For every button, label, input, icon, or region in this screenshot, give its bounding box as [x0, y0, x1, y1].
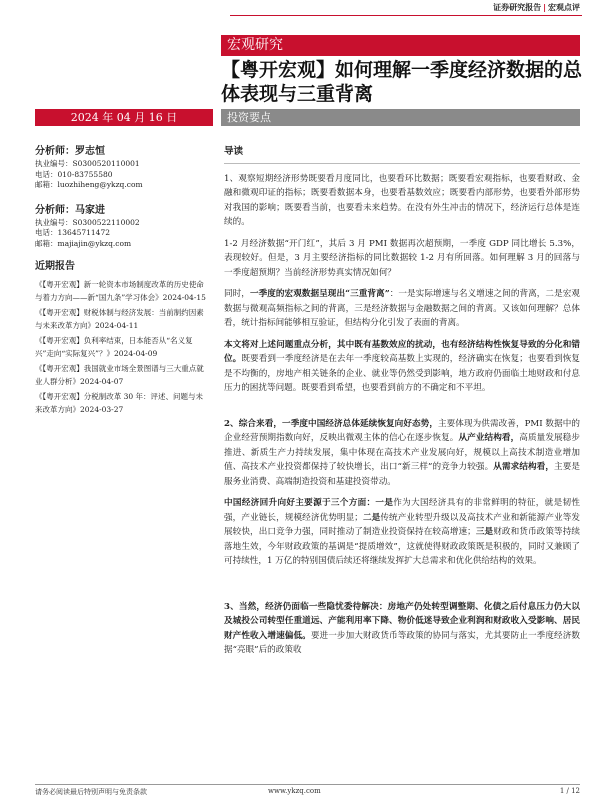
analyst-cert: 执业编号：S0300522110002 — [35, 217, 140, 227]
section-heading-investment-points: 投资要点 — [221, 109, 580, 126]
footer-disclaimer[interactable]: 请务必阅读最后特别声明与免责条款 — [35, 788, 147, 796]
lead-heading: 导读 — [224, 146, 244, 157]
lead-divider — [224, 163, 580, 164]
analyst-name: 分析师：马家进 — [35, 204, 105, 216]
footer-website[interactable]: www.ykzq.com — [268, 787, 321, 795]
analyst-phone: 电话：13645711472 — [35, 228, 110, 237]
emphasis: 本文将对上述问题重点分析，其中既有基数效应的扰动，也有经济结构性恢复导致的分化和错位。 — [224, 339, 580, 364]
paragraph-3: 同时，一季度的宏观数据呈现出“三重背离”：一是实际增速与名义增速之间的背离，二是宏观数据与微观高频指标之间的背离，三是经济数据与金融数据之间的背离。又该如何理解？总体看，统计指标间能够相互验证，但结构分化引发了表面的背离。 — [224, 289, 580, 328]
recent-reports-list — [35, 278, 210, 416]
analyst-card — [35, 204, 210, 250]
paragraph-2: 1-2 月经济数据“开门红”，其后 3 月 PMI 数据再次超预期，一季度 GDP 同比增长 5.3%，表现较好。但是，3 月主要经济指标的同比数据较 1-2 月有所回落。如何理解 3 月的回落与一季度超预期？当前经济形势真实情况如何？ — [224, 238, 580, 278]
analyst-email[interactable]: 邮箱：luozhiheng@ykzq.com — [35, 180, 143, 189]
emphasis: 3、当然，经济仍面临一些隐忧委待解决：房地产仍处转型调整期、化债之后付息压力仍大以及城投公司转型任重道远、产能利用率下降、物价低迷导致企业利润和财政收入受影响、居民财产性收入增速偏低。 — [224, 601, 580, 641]
paragraph-6: 中国经济回升向好主要源于三个方面：一是作为大国经济具有的非常鲜明的特征，就是韧性强，产业链长，规模经济优势明显；二是传统产业转型升级以及高技术产业和新能源产业等发展较快，出口竞争力强，同时推动了制造业投资保持在较高增速；三是财政和货币政策等持续落地生效，今年财政政策的基调是“提质增效”，这就使得财政政策既是积极的，同时又兼顾了可持续性，1 万亿的特别国债后续还将继续发挥扩大总需求和优化供给结构的效果。 — [224, 498, 580, 566]
recent-report-item[interactable]: 《【粤开宏观】分税制改革 30 年：评述、问题与未来改革方向》2024-03-27 — [35, 391, 204, 414]
header-separator: | — [543, 3, 546, 12]
analyst-name: 分析师：罗志恒 — [35, 146, 105, 157]
page-number: 1 / 12 — [559, 787, 580, 795]
paragraph-4: 本文将对上述问题重点分析，其中既有基数效应的扰动，也有经济结构性恢复导致的分化和错位。既要看到一季度经济是在去年一季度较高基数上实现的，经济确实在恢复；也要看到恢复是不均衡的，房地产相关链条的企业、就业等仍然受到影响，地方政府仍面临土地财政和付息压力的困扰等问题。既要看到希望，也要看到前方的不确定和不平坦。 — [224, 339, 580, 393]
category-band: 宏观研究 — [221, 35, 580, 56]
recent-report-item[interactable]: 《【粤开宏观】我国就业市场全景图谱与三大重点就业人群分析》2024-04-07 — [35, 363, 204, 386]
header-report-tag — [493, 2, 580, 13]
paragraph-1: 1、观察短期经济形势既要看月度同比，也要看环比数据；既要看宏观指标，也要看财政、金融和微观印证的指标；既要看数据本身，也要看基数效应；既要看内部形势，也要看外部形势对我国的影响；既要看当前，也要看未来趋势。在没有外生冲击的情况下，经济运行总体是连续的。 — [224, 173, 580, 227]
emphasis: 从产业结构看， — [458, 433, 520, 443]
emphasis: 二是 — [362, 512, 381, 523]
recent-report-item[interactable]: 《【粤开宏观】负利率结束，日本能否从“名义复兴”走向“实际复兴”？》2024-04-09 — [35, 335, 193, 358]
main-content — [224, 145, 580, 665]
recent-reports-heading: 近期报告 — [35, 261, 75, 272]
header-divider — [230, 15, 582, 16]
analyst-card — [35, 145, 210, 191]
footer-divider — [35, 784, 580, 785]
emphasis: 2、综合来看，一季度中国经济总体延续恢复向好态势， — [224, 418, 438, 429]
paragraph-7: 3、当然，经济仍面临一些隐忧委待解决：房地产仍处转型调整期、化债之后付息压力仍大以及城投公司转型任重道远、产能利用率下降、物价低迷导致企业利润和财政收入受影响、居民财产性收入增速偏低。要进一步加大财政货币等政策的协同与落实，尤其要防止一季度经济数据“亮眼”后的政策收 — [224, 601, 580, 655]
report-subtype: 宏观点评 — [548, 3, 580, 12]
analyst-email[interactable]: 邮箱：majiajin@ykzq.com — [35, 238, 132, 248]
left-sidebar — [35, 145, 210, 418]
report-date: 2024 年 04 月 16 日 — [35, 109, 213, 126]
emphasis: 三是 — [475, 527, 494, 537]
report-type: 证券研究报告 — [493, 3, 542, 12]
analyst-cert: 执业编号：S0300520110001 — [35, 159, 140, 168]
analyst-phone: 电话：010-83755580 — [35, 169, 113, 179]
emphasis: 中国经济回升向好主要源于三个方面：一是 — [224, 498, 394, 508]
emphasis: 从需求结构看， — [493, 462, 555, 472]
emphasis: 一季度的宏观数据呈现出“三重背离” — [249, 289, 390, 299]
report-title: 【粤开宏观】如何理解一季度经济数据的总体表现与三重背离 — [221, 59, 583, 105]
recent-report-item[interactable]: 《【粤开宏观】财税体制与经济发展：当前制约因素与未来改革方向》2024-04-11 — [35, 307, 204, 330]
paragraph-5: 2、综合来看，一季度中国经济总体延续恢复向好态势，主要体现为供需改善，PMI 数据中的企业经营预期指数向好，反映出微观主体的信心在逐步恢复。从产业结构看，高质量发展稳步推进、新质生产力持续发展，集中体现在高技术产业发展向好，规模以上高技术制造业增加值、高技术产业投资都保持了较快增长，出口“新三样”的竞争力较强。从需求结构看，主要是服务业消费、高端制造投资和基建投资带动。 — [224, 418, 580, 487]
recent-report-item[interactable]: 《【粤开宏观】新一轮资本市场制度改革的历史使命与着力方向——新“国九条”学习体会》2024-04-15 — [35, 279, 206, 302]
